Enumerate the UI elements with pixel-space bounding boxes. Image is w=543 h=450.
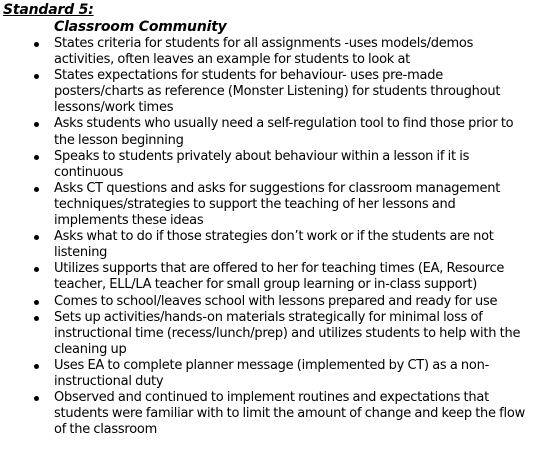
bullet-dot-icon — [34, 74, 39, 79]
bullet-text: Observed and continued to implement routines and expectations that students were familiar with to limit the amount of change and keep the flow of the classroom — [54, 390, 525, 438]
bullet-text: Utilizes supports that are offered to her for teaching times (EA, Resource teacher, ELL/LA teacher for small group learning or in-class support) — [54, 261, 505, 293]
bullet-text: Uses EA to complete planner message (implemented by CT) as a non-instructional duty — [54, 357, 490, 389]
bullet-item — [0, 229, 543, 261]
bullet-list — [0, 36, 543, 438]
bullet-text: Asks students who usually need a self-regulation tool to find those prior to the lesson beginning — [54, 116, 514, 148]
bullet-text: Comes to school/leaves school with lessons prepared and ready for use — [54, 293, 498, 309]
bullet-item — [0, 358, 543, 390]
bullet-text: Asks what to do if those strategies don’t work or if the students are not listening — [54, 229, 494, 261]
bullet-dot-icon — [34, 300, 39, 305]
bullet-item — [0, 68, 543, 116]
bullet-dot-icon — [34, 267, 39, 272]
bullet-dot-icon — [34, 396, 39, 401]
bullet-item — [0, 294, 543, 310]
bullet-item — [0, 149, 543, 181]
bullet-dot-icon — [34, 187, 39, 192]
bullet-text: Speaks to students privately about behaviour within a lesson if it is continuous — [54, 148, 470, 180]
bullet-item — [0, 261, 543, 293]
bullet-dot-icon — [34, 155, 39, 160]
bullet-text: Asks CT questions and asks for suggestions for classroom management techniques/strategies to support the teaching of her lessons and implements these ideas — [54, 180, 501, 229]
bullet-dot-icon — [34, 42, 39, 47]
bullet-item — [0, 390, 543, 438]
bullet-text: States criteria for students for all assignments -uses models/demos activities, often leaves an example for students to look at — [54, 36, 474, 68]
bullet-dot-icon — [34, 235, 39, 240]
standard-title: Standard 5: — [3, 2, 94, 18]
bullet-dot-icon — [34, 364, 39, 369]
section-heading: Classroom Community — [54, 19, 227, 35]
bullet-item — [0, 181, 543, 229]
bullet-item — [0, 310, 543, 358]
bullet-item — [0, 36, 543, 68]
bullet-text: States expectations for students for behaviour- uses pre-made posters/charts as reference (Monster Listening) for students throughout lessons/work times — [54, 68, 501, 116]
bullet-text: Sets up activities/hands-on materials strategically for minimal loss of instructional time (recess/lunch/prep) and utilizes students to help with the cleaning up — [54, 309, 521, 357]
bullet-dot-icon — [34, 316, 39, 321]
bullet-item — [0, 116, 543, 148]
bullet-dot-icon — [34, 122, 39, 127]
